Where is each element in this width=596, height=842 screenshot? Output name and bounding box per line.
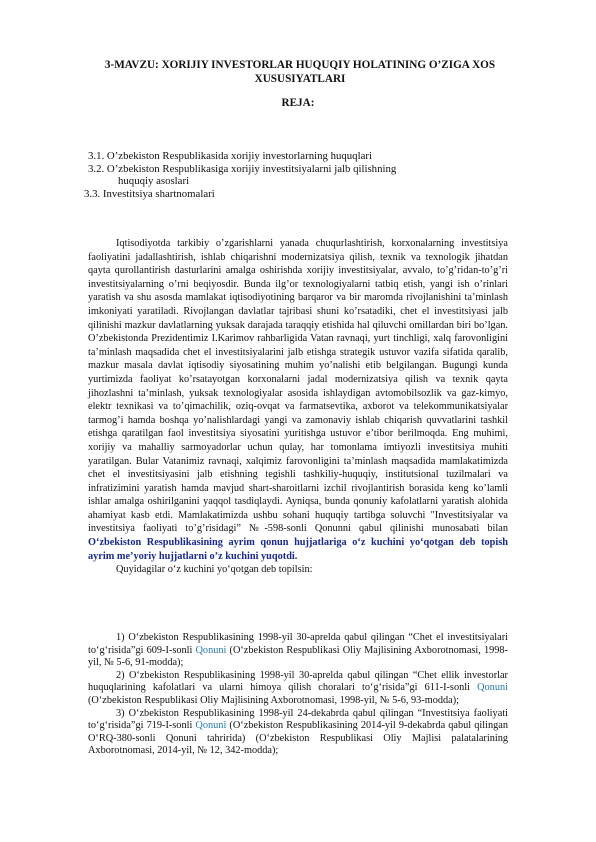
paragraph-1-bold: O‘zbekiston Respublikasining ayrim qonun hujjatlariga o‘z kuchini yo‘qotgan deb topish ayrim me’yoriy hujjatlarni o’z kuchini yuqotdi. (88, 537, 508, 562)
reference-2-source: (O‘zbekiston Respublikasi Oliy Majlisining Axborotnomasi, 1998-yil, № 5-6, 93-modda); (88, 694, 460, 706)
plan-item-2: 3.2. O’zbekiston Respublikasiga xorijiy investitsiyalarni jalb qilishning (88, 162, 397, 175)
reference-1-source: (O‘zbekiston Respublikasi Oliy Majlisining Axborotnomasi, 1998-yil, № 5-6, 91-modda); (88, 644, 508, 669)
reference-2-link[interactable]: Qonuni (477, 682, 508, 694)
reference-1-link[interactable]: Qonuni (195, 644, 227, 656)
paragraph-2: Quyidagilar o‘z kuchini yo‘qotgan deb topilsin: (116, 564, 313, 576)
plan-list (84, 150, 397, 200)
reference-2-text: 2) O‘zbekiston Respublikasining 1998-yil 30-aprelda qabul qilingan “Chet ellik investorlar huquqlarining kafolatlari va ularni himoya qilish choralari to‘g‘risida”gi 611-I-sonli (88, 669, 508, 694)
plan-item-1: 3.1. O’zbekiston Respublikasida xorijiy investorlarning huquqlari (88, 150, 372, 162)
reference-1-text: 1) O‘zbekiston Respublikasining 1998-yil 30-aprelda qabul qilingan “Chet el investitsiyalari to‘g‘risida”gi 609-I-sonli (88, 632, 508, 656)
reference-3 (88, 708, 508, 758)
page-title: 3-MAVZU: XORIJIY INVESTORLAR HUQUQIY HOLATINING O’ZIGA XOS XUSUSIYATLARI (104, 59, 496, 85)
plan-item-2-continuation: huquqiy asoslari (118, 175, 190, 187)
reference-3-text: 3) O‘zbekiston Respublikasining 1998-yil 24-dekabrda qabul qilingan “Investitsiya faoliyati to‘g‘risida”gi 719-I-sonli (88, 707, 508, 732)
reference-3-source: (O‘zbekiston Respublikasining 2014-yil 9-dekabrda qabul qilingan O‘RQ-380-sonli Qonuni tahririda) (O‘zbekiston Respublikasi Oliy Majlisi palatalarining Axborotnomasi, 2014-yil, № 12, 342-modda); (88, 720, 508, 757)
plan-item-3: 3.3. Investitsiya shartnomalari (84, 187, 215, 200)
paragraph-1-text: Iqtisodiyotda tarkibiy o’zgarishlarni yanada chuqurlashtirish, korxonalarning investitsiya faoliyatini jadallashtirish, ishlab chiqarishni modernizatsiya qilish, texnik va texnologik jihatdan qayta qurollantirish dasturlarini amalga oshirishda xorijiy investitsiyalar, avvalo, to’g’ridan-to’g’ri investitsiyalarning o’rni beqiyosdir. Bunda ilg’or texnologiyalarni tatbiq etish, yangi ish o’rinlari yaratish va shu asosda mamlakat iqtisodiyotining barqaror va bir maromda rivojlanishini ta’minlash imkoniyati yaratiladi. Rivojlangan davlatlar tajribasi shuni ko’rsatadiki, chet el investitsiyasi jalb qilinishi mazkur davlatlarning yuksak darajada taraqqiy etishida hal qiluvchi omillardan biri bo’lgan. O’zbekistonda Prezidentimiz I.Karimov rahbarligida Vatan ravnaqi, yurt tinchligi, xalq farovonligini ta’minlash maqsadida chet el investitsiyalarini jalb etishga strategik ustuvor vazifa sifatida qaralib, mazkur masala davlat iqtisodiy siyosatining muhim yo’nalishi etib belgilangan. Bugungi kunda yurtimizda faoliyat ko’rsatayotgan korxonalarni jadal modernizatsiya qilish va texnik qayta jihozlashni ta’minlash, yuksak texnologiyalar asosida ishlaydigan avtomobilsozlik va gaz-kimyo, elektr texnikasi va to’qimachilik, oziq-ovqat va farmatsevtika, axborot va telekommunikatsiyalar tarmog’i hamda boshqa yo’nalishlardagi yangi va zamonaviy ishlab chiqarish quvvatlarini tashkil etishga qaratilgan faol investitsiya siyosatini yuritishga ustuvor e’tibor berilmoqda. Eng muhimi, xorijiy va mahalliy sarmoyadorlar uchun qulay, har tomonlama imtiyozli investitsiya muhiti yaratilgan. Bular Vatanimiz ravnaqi, xalqimiz farovonligini ta’minlash maqsadida mamlakatimizda chet el investitsiyasini jalb etishning tegishli tashkiliy-huquqiy, institutsional tuzilmalari va infratizimini yaratish hamda mavjud shart-sharoitlarni izchil rivojlantirish borasida keng ko’lamli ishlar amalga oshirilganini yaqqol tasdiqlaydi. Ayniqsa, bunda qonuniy kafolatlarni yaratish alohida ahamiyat kasb etdi. Mamlakatimizda ushbu sohani huquqiy tartibga soluvchi "Investitsiyalar va investitsiya faoliyati to’g’risidagi” №-598-sonli Qonunni qabul qilinishi munosabati bilan (88, 238, 508, 535)
reference-2 (88, 670, 508, 708)
reference-list (88, 632, 508, 758)
plan-heading: REJA: (281, 97, 315, 109)
paragraph-1 (88, 237, 508, 563)
main-text (88, 237, 508, 577)
reference-1 (88, 632, 508, 670)
reference-3-link[interactable]: Qonuni (195, 720, 227, 732)
